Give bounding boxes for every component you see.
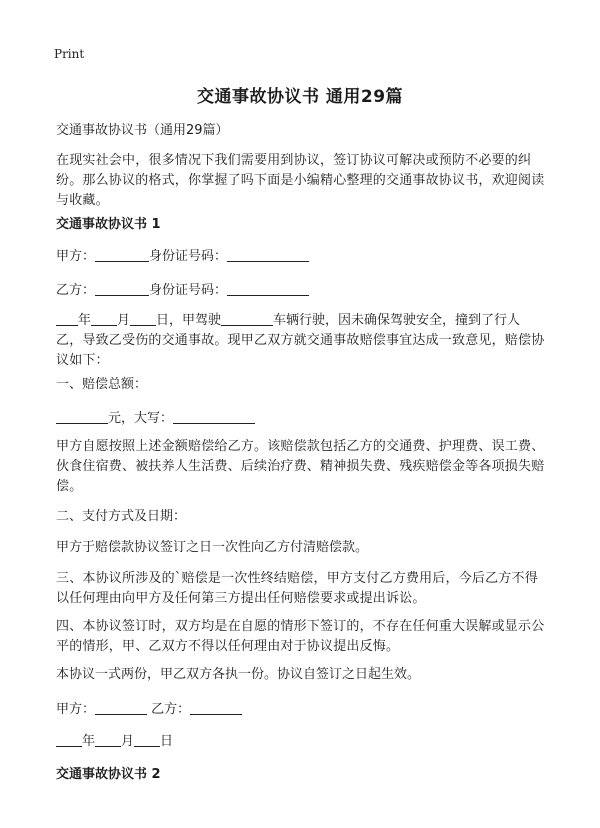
- incident-month-label: 月: [117, 313, 131, 328]
- incident-text-1: 车辆行驶，因未确保驾驶安全，撞到了行人: [273, 313, 521, 328]
- id-label-b: 身份证号码：: [149, 283, 228, 298]
- date-line: [56, 732, 556, 752]
- party-a-label: 甲方：: [56, 249, 96, 264]
- incident-day-label: 日，甲驾驶: [156, 313, 222, 328]
- amount-unit-label: 元，大写：: [108, 411, 174, 426]
- date-year-blank: [56, 732, 82, 747]
- intro-paragraph: 在现实社会中，很多情况下我们需要用到协议，签订协议可解决或预防不必要的纠纷。那么协议的格式，你掌握了吗下面是小编精心整理的交通事故协议书，欢迎阅读与收藏。: [56, 153, 545, 208]
- section-1-heading: 交通事故协议书 1: [56, 217, 161, 232]
- incident-year-label: 年: [78, 313, 92, 328]
- date-month-label: 月: [121, 734, 135, 749]
- amount-line: [56, 409, 556, 429]
- clause-1-body: 甲方自愿按照上述金额赔偿给乙方。该赔偿款包括乙方的交通费、护理费、误工费、伙食住宿费、被扶养人生活费、后续治疗费、精神损失费、残疾赔偿金等各项损失赔偿。: [56, 439, 545, 494]
- date-month-blank: [95, 732, 121, 747]
- party-a-line: [56, 247, 556, 267]
- id-label-a: 身份证号码：: [149, 249, 228, 264]
- amount-words-blank: [173, 409, 255, 424]
- date-day-blank: [134, 732, 160, 747]
- incident-month-blank: [91, 311, 117, 326]
- sign-a-blank: [95, 700, 147, 715]
- signature-line: [56, 700, 556, 720]
- sign-b-blank: [190, 700, 242, 715]
- id-a-blank: [227, 247, 309, 262]
- page-title: 交通事故协议书 通用29篇: [196, 87, 404, 107]
- print-link[interactable]: Print: [54, 47, 85, 61]
- incident-paragraph: 乙，导致乙受伤的交通事故。现甲乙双方就交通事故赔偿事宜达成一致意见，赔偿协议如下：: [56, 333, 545, 368]
- party-b-line: [56, 281, 556, 301]
- clause-4-body: 四、本协议签订时，双方均是在自愿的情形下签订的，不存在任何重大误解或显示公平的情形，甲、乙双方不得以任何理由对于协议提出反悔。: [56, 619, 545, 654]
- party-b-blank: [95, 281, 149, 296]
- vehicle-blank: [221, 311, 273, 326]
- sign-a-label: 甲方：: [56, 702, 96, 717]
- party-a-blank: [95, 247, 149, 262]
- clause-2-heading: 二、支付方式及日期：: [56, 509, 187, 524]
- date-year-label: 年: [82, 734, 96, 749]
- sign-b-label: 乙方：: [151, 702, 191, 717]
- section-2-heading: 交通事故协议书 2: [56, 767, 161, 782]
- clause-3-body: 三、本协议所涉及的`赔偿是一次性终结赔偿，甲方支付乙方费用后，今后乙方不得以任何理由向甲方及任何第三方提出任何赔偿要求或提出诉讼。: [56, 571, 538, 606]
- date-day-label: 日: [160, 734, 174, 749]
- closing-body: 本协议一式两份，甲乙双方各执一份。协议自签订之日起生效。: [56, 667, 421, 682]
- clause-2-body: 甲方于赔偿款协议签订之日一次性向乙方付清赔偿款。: [56, 540, 369, 555]
- amount-blank: [56, 409, 108, 424]
- incident-year-blank: [56, 311, 78, 326]
- incident-day-blank: [130, 311, 156, 326]
- clause-1-heading: 一、赔偿总额：: [56, 377, 148, 392]
- party-b-label: 乙方：: [56, 283, 96, 298]
- incident-line: [56, 311, 556, 331]
- id-b-blank: [227, 281, 309, 296]
- document-subtitle: 交通事故协议书（通用29篇）: [56, 123, 229, 138]
